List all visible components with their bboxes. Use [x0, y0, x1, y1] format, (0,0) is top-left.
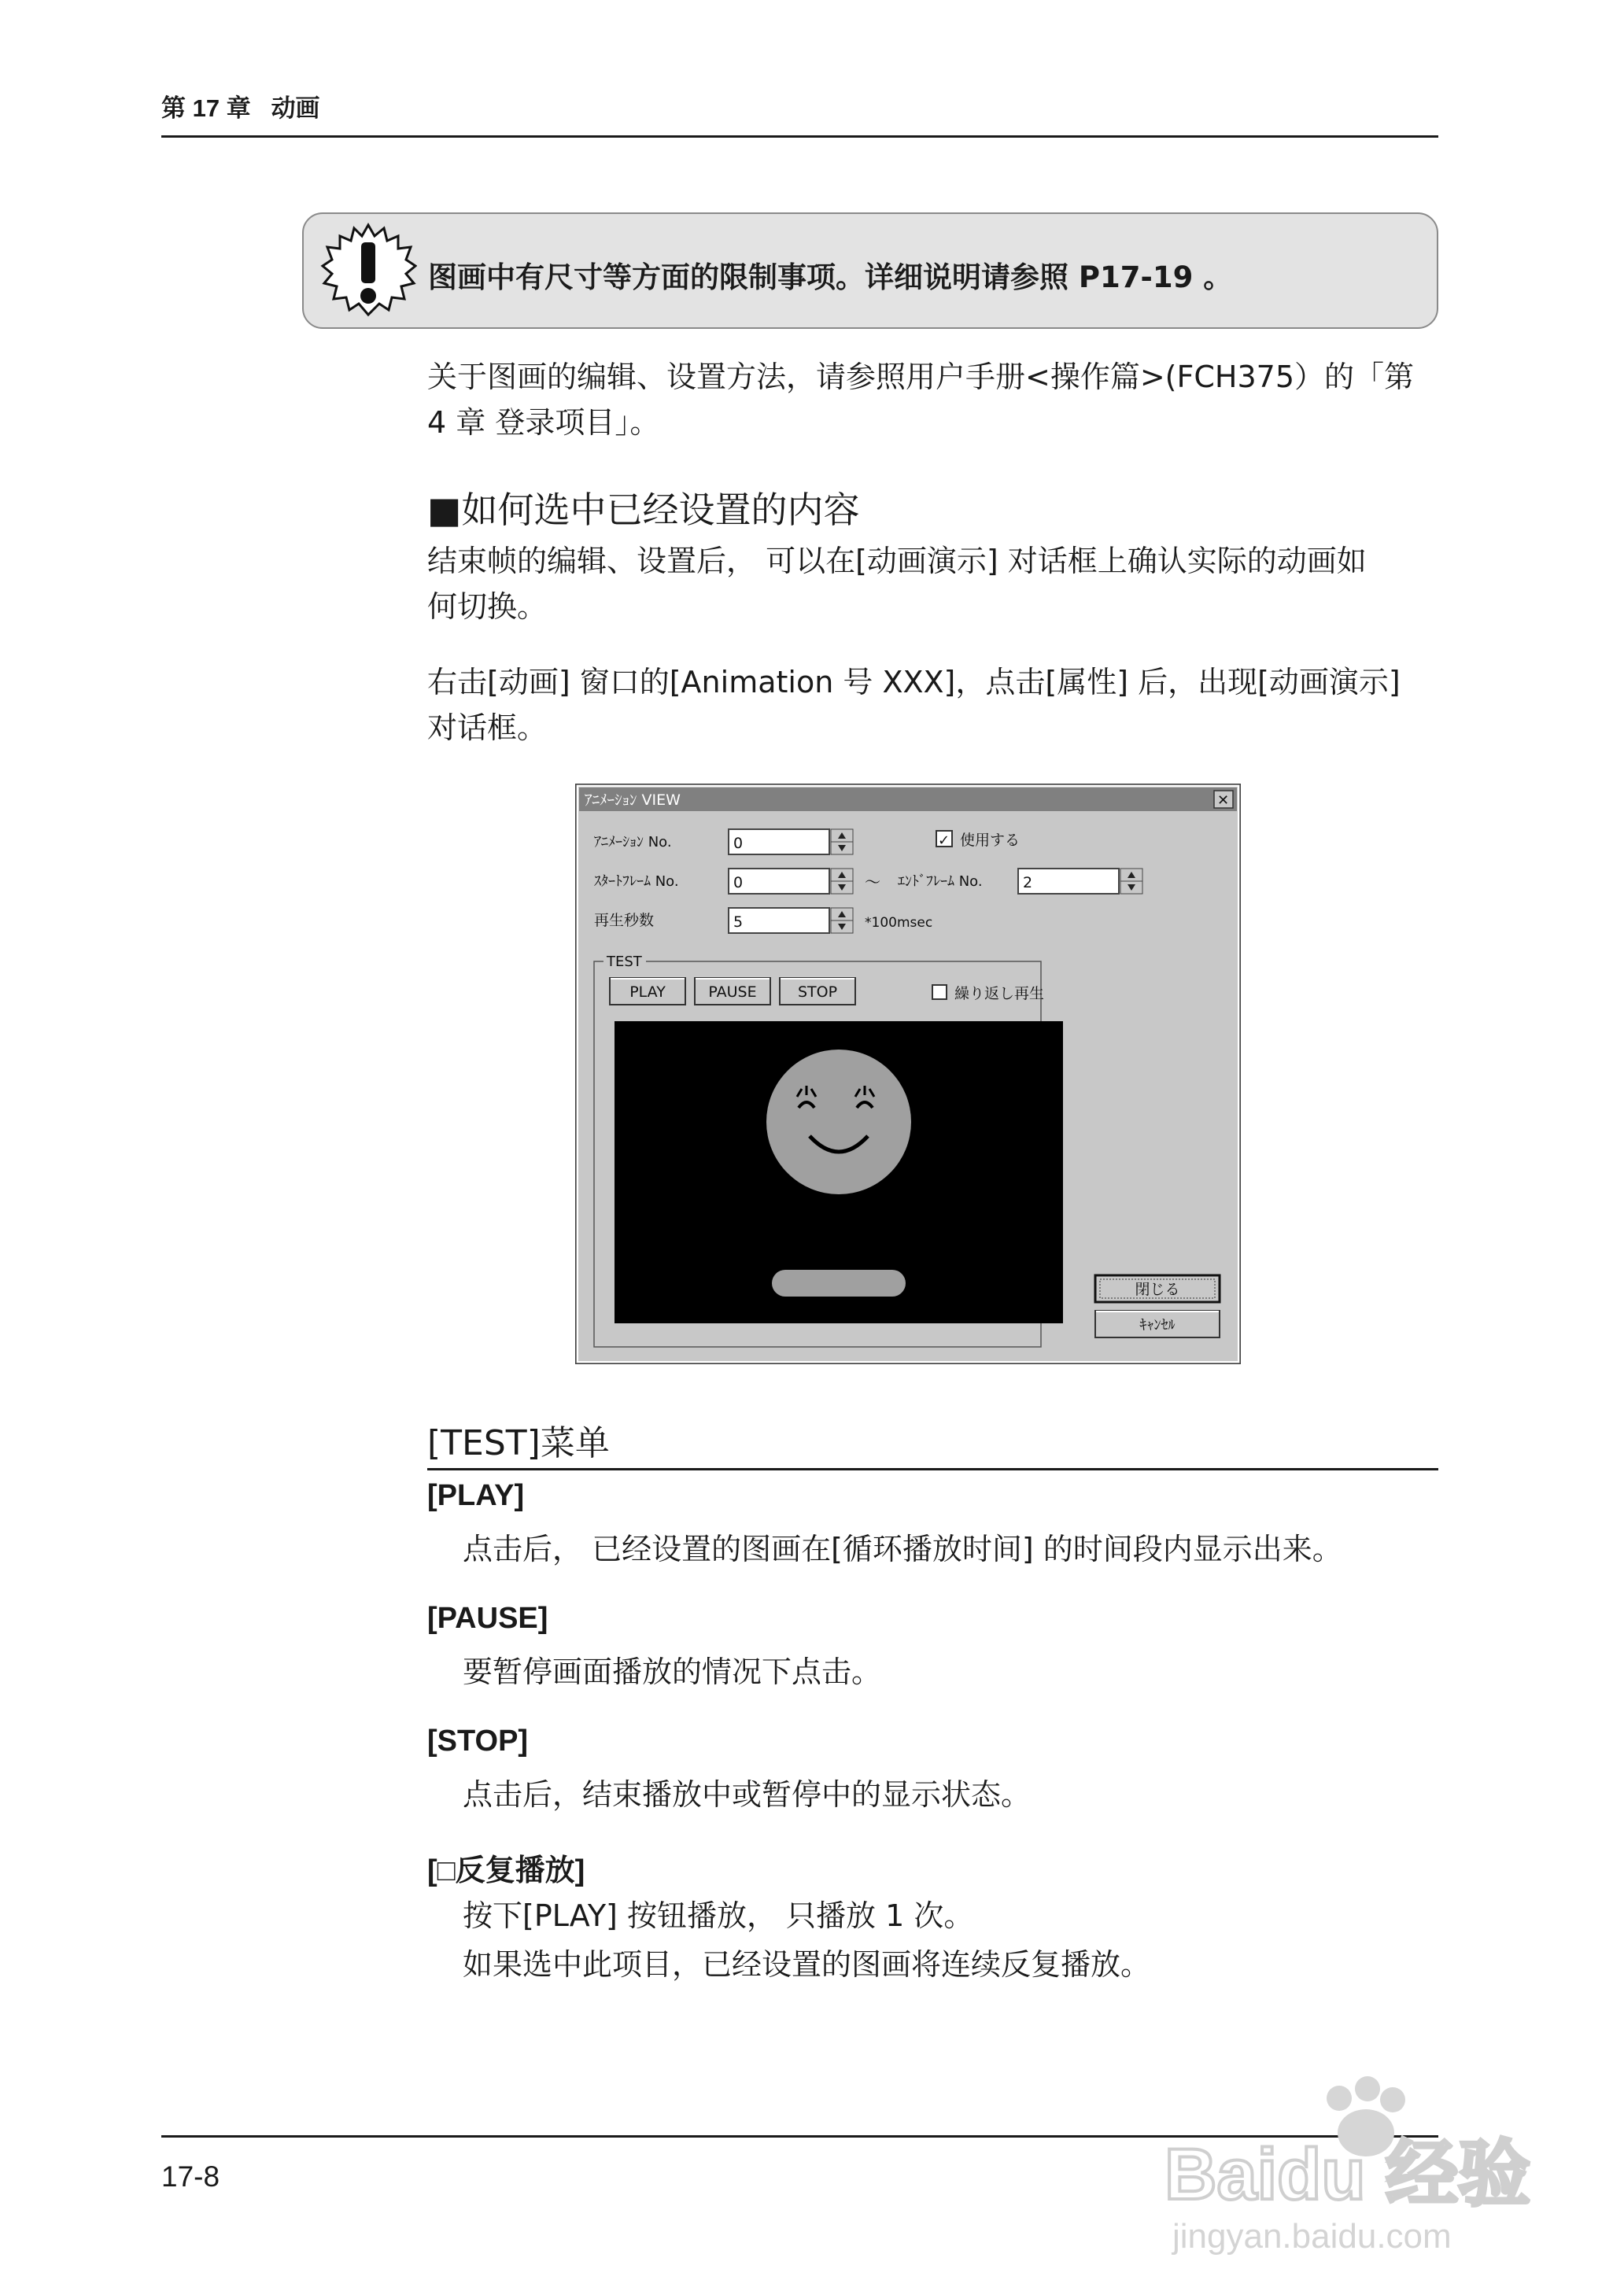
baidu-watermark: [1157, 2065, 1542, 2258]
section-paragraph-1: [427, 538, 1442, 629]
term-stop: [STOP]: [427, 1725, 529, 1758]
section-paragraph-2: [427, 659, 1442, 751]
watermark-brand: Baidu 经验: [1164, 2134, 1531, 2215]
note-text: 图画中有尺寸等方面的限制事项。详细说明请参照 P17-19 。: [428, 260, 1233, 294]
start-frame-field[interactable]: [729, 869, 829, 894]
section-heading: ■如何选中已经设置的内容: [427, 489, 860, 531]
cancel-button-label: ｷｬﾝｾﾙ: [1139, 1317, 1176, 1334]
desc-play: 点击后， 已经设置的图画在[循环播放时间] 的时间段内显示出来。: [463, 1532, 1342, 1566]
play-seconds-spinner[interactable]: [831, 908, 853, 933]
smiley-face-icon: [766, 1050, 911, 1194]
stop-button-label: STOP: [797, 983, 838, 1001]
checkmark-icon: ✓: [938, 832, 950, 849]
close-dialog-button-label: 閉じる: [1135, 1281, 1180, 1298]
desc-pause: 要暂停画面播放的情况下点击。: [463, 1655, 882, 1689]
anim-no-spinner[interactable]: [831, 829, 853, 854]
section-p2-line-2: 对话框。: [427, 710, 548, 745]
anim-no-label: ｱﾆﾒｰｼｮﾝ No.: [594, 834, 672, 850]
dialog-close-button[interactable]: [1214, 791, 1233, 809]
term-pause: [PAUSE]: [427, 1602, 548, 1635]
start-frame-label: ｽﾀｰﾄﾌﾚｰﾑ No.: [594, 873, 679, 890]
unit-label: *100msec: [865, 915, 933, 931]
chapter-number: 第 17 章: [161, 94, 251, 122]
close-dialog-button[interactable]: [1095, 1275, 1220, 1302]
end-frame-field[interactable]: [1018, 869, 1119, 894]
desc-repeat-2: 如果选中此项目，已经设置的图画将连续反复播放。: [463, 1947, 1151, 1982]
cancel-button[interactable]: [1095, 1311, 1220, 1337]
end-frame-label: ｴﾝﾄﾞﾌﾚｰﾑ No.: [898, 873, 983, 890]
use-label: 使用する: [960, 832, 1021, 849]
play-seconds-value: 5: [733, 913, 744, 931]
watermark-url: jingyan.baidu.com: [1172, 2217, 1452, 2256]
chapter-title: 动画: [271, 94, 320, 122]
term-play: [PLAY]: [427, 1479, 525, 1512]
term-repeat: [□反复播放]: [427, 1854, 585, 1887]
anim-no-field[interactable]: [729, 829, 829, 854]
dialog-title: ｱﾆﾒｰｼｮﾝ VIEW: [585, 791, 681, 809]
play-seconds-field[interactable]: [729, 908, 829, 933]
use-checkbox[interactable]: [936, 831, 952, 849]
pause-button[interactable]: [695, 978, 770, 1005]
desc-stop: 点击后，结束播放中或暂停中的显示状态。: [463, 1777, 1032, 1812]
section-p2-line-1: 右击[动画] 窗口的[Animation 号 XXX]，点击[属性] 后，出现[动画演示]: [427, 665, 1401, 699]
end-frame-spinner[interactable]: [1120, 869, 1142, 894]
page-number: 17-8: [161, 2160, 220, 2193]
play-seconds-label: 再生秒数: [594, 912, 655, 929]
test-group-label: TEST: [607, 954, 642, 970]
close-icon: ✕: [1217, 792, 1230, 809]
repeat-label: 繰り返し再生: [954, 985, 1045, 1002]
chapter-header: [161, 88, 320, 124]
repeat-checkbox[interactable]: [932, 985, 947, 999]
intro-paragraph: [427, 354, 1442, 445]
stop-button[interactable]: [780, 978, 855, 1005]
desc-repeat-1: 按下[PLAY] 按钮播放， 只播放 1 次。: [463, 1898, 974, 1933]
end-frame-value: 2: [1023, 874, 1033, 891]
range-tilde: ～: [865, 872, 880, 891]
anim-no-value: 0: [733, 835, 744, 852]
test-menu-title: [TEST]菜单: [427, 1423, 610, 1463]
start-frame-value: 0: [733, 874, 744, 891]
intro-line-2: 4 章 登录项目」。: [427, 405, 660, 440]
test-menu-rule: [427, 1468, 1438, 1470]
pause-button-label: PAUSE: [708, 983, 757, 1001]
warning-icon: [319, 222, 417, 319]
header-rule: [161, 135, 1438, 138]
shadow-sprite: [772, 1270, 906, 1297]
animation-view-dialog: [575, 784, 1241, 1364]
start-frame-spinner[interactable]: [831, 869, 853, 894]
caution-note: [302, 212, 1438, 329]
intro-line-1: 关于图画的编辑、设置方法，请参照用户手册<操作篇>(FCH375）的「第: [427, 360, 1415, 394]
section-p1-line-2: 何切换。: [427, 589, 548, 624]
section-p1-line-1: 结束帧的编辑、设置后， 可以在[动画演示] 对话框上确认实际的动画如: [427, 544, 1367, 578]
play-button-label: PLAY: [629, 983, 666, 1001]
play-button[interactable]: [610, 978, 685, 1005]
